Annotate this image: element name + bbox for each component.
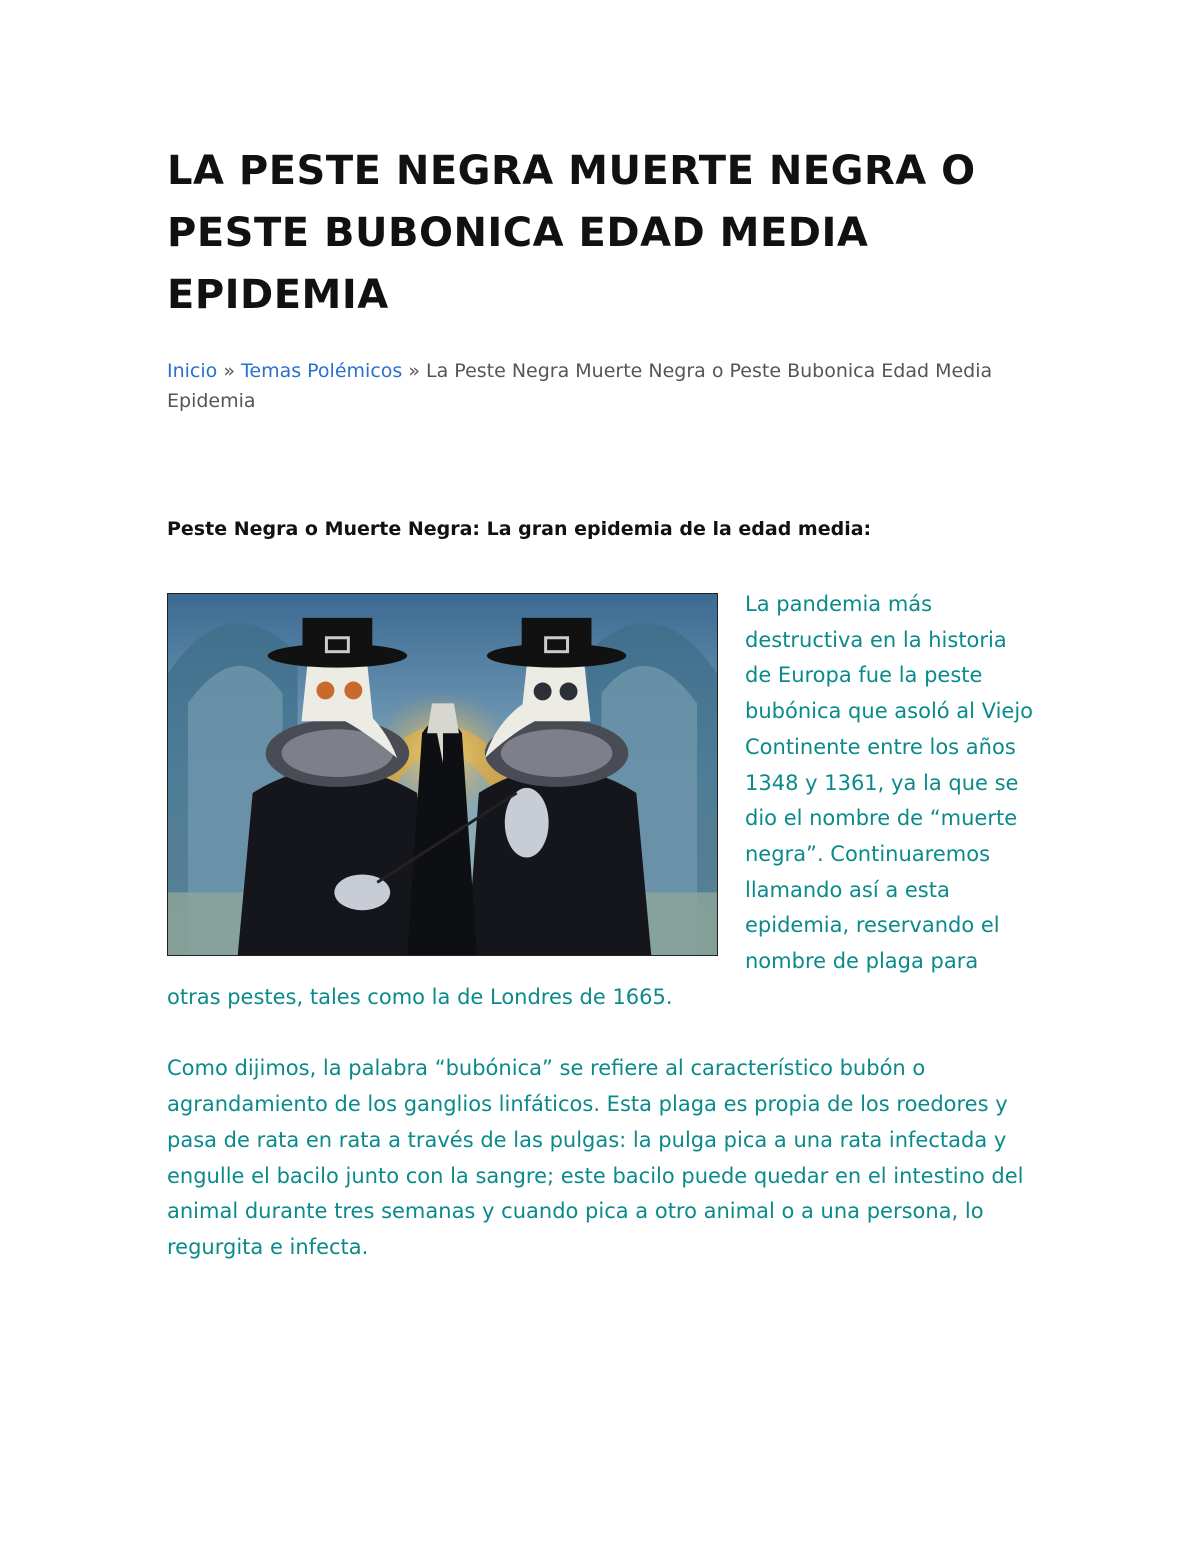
breadcrumb [167, 356, 1007, 416]
plague-doctors-illustration [168, 594, 717, 955]
breadcrumb-current: La Peste Negra Muerte Negra o Peste Bubonica Edad Media Epidemia [167, 360, 993, 412]
page [167, 140, 1047, 1266]
article-body [167, 587, 1037, 1266]
plague-doctors-image [167, 593, 718, 956]
page-title: LA PESTE NEGRA MUERTE NEGRA O PESTE BUBONICA EDAD MEDIA EPIDEMIA [167, 148, 976, 318]
section-heading: Peste Negra o Muerte Negra: La gran epidemia de la edad media: [167, 518, 872, 540]
breadcrumb-separator: » [223, 360, 235, 382]
article-paragraph: Como dijimos, la palabra “bubónica” se refiere al característico bubón o agrandamiento de los ganglios linfáticos. Esta plaga es propia de los roedores y pasa de rata en rata a través de las pulgas: la pulga pica a una rata infectada y engulle el bacilo junto con la sangre; este bacilo puede quedar en el intestino del animal durante tres semanas y cuando pica a otro animal o a una persona, lo regurgita e infecta. [167, 1056, 1024, 1259]
breadcrumb-category-link[interactable]: Temas Polémicos [241, 360, 403, 382]
article-paragraph: La pandemia más destructiva en la historia de Europa fue la peste bubónica que asoló al Viejo Continente entre los años 1348 y 1361, ya la que se dio el nombre de “muerte negra”. Continuaremos llamando así a esta epidemia, reservando el nombre de plaga para otras pestes, tales como la de Londres de 1665. [167, 592, 1034, 1009]
breadcrumb-separator: » [408, 360, 420, 382]
breadcrumb-home-link[interactable]: Inicio [167, 360, 218, 382]
